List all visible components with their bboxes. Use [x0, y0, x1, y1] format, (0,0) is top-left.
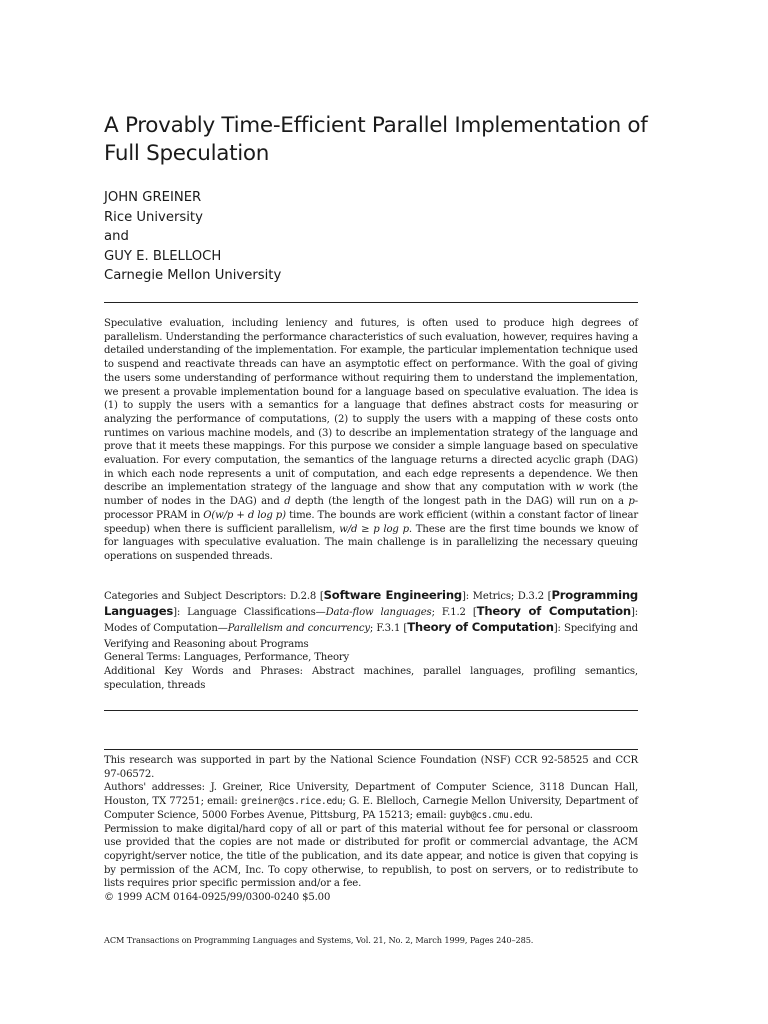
category-heading: Programming Languages — [104, 588, 638, 619]
address-text: . — [529, 809, 533, 821]
author-block — [104, 188, 604, 286]
author-addresses — [104, 781, 638, 822]
category-heading: Software Engineering — [323, 588, 462, 602]
category-text: Categories and Subject Descriptors: D.2.8 [ — [104, 591, 324, 602]
title-line-2: Full Speculation — [104, 141, 270, 166]
categories — [104, 588, 638, 652]
category-heading: Theory of Computation — [476, 604, 631, 619]
copyright-note: © 1999 ACM 0164-0925/99/0300-0240 $5.00 — [104, 892, 331, 904]
category-heading: Theory of Computation — [407, 620, 554, 635]
abstract-text: -processor PRAM in — [104, 496, 638, 521]
category-text: ]: Modes of Computation— — [104, 607, 638, 635]
footnote-rule — [104, 749, 638, 750]
header-rule — [104, 302, 638, 303]
email-link[interactable]: greiner@cs.rice.edu — [240, 796, 343, 808]
abstract-bound: O(w/p + d log p) — [203, 509, 286, 521]
abstract-text: . These are the first time bounds we know of for languages with speculative evaluation. The main challenge is in parallelizing the necessary queuing operations on suspended threads. — [104, 523, 638, 562]
author-affiliation: Rice University — [104, 209, 203, 225]
terms-block — [104, 651, 638, 693]
abstract — [104, 317, 638, 564]
author-affiliation: Carnegie Mellon University — [104, 268, 282, 284]
title-line-1: A Provably Time-Efficient Parallel Implementation of — [104, 113, 648, 138]
category-text: ; F.3.1 [ — [369, 623, 408, 635]
abstract-text: Speculative evaluation, including leniency and futures, is often used to produce high degrees of parallelism. Understanding the performance characteristics of such evaluation, however, requires having a detailed understanding of the implementation. For example, the particular implementation technique used to suspend and reactivate threads can have an asymptotic effect on performance. With the goal of giving the users some understanding of performance without requiring them to understand the implementation, we present a provable implementation bound for a language based on speculative evaluation. The idea is (1) to supply the users with a semantics for a language that defines abstract costs for measuring or analyzing the performance of computations, (2) to supply the users with a mapping of these costs onto runtimes on various machine models, and (3) to describe an implementation strategy of the language and prove that it meets these mappings. For this purpose we consider a simple language based on speculative evaluation. For every computation, the semantics of the language returns a directed acyclic graph (DAG) in which each node represents a unit of computation, and each edge represents a dependence. We then describe an implementation strategy of the language and show that any computation with — [104, 318, 638, 494]
author-conjunction: and — [104, 229, 129, 245]
category-text: ]: Language Classifications— — [173, 607, 326, 619]
category-subject: Data-flow languages — [325, 607, 432, 619]
abstract-text: time. The bounds are work efficient (within a constant factor of linear speedup) when there is sufficient parallelism, — [104, 509, 639, 535]
abstract-condition: w/d ≥ p log p — [339, 523, 409, 535]
address-text: Authors' addresses: J. Greiner, Rice University, Department of Computer Science, 3118 Duncan Hall, Houston, TX 77251; email: — [104, 782, 638, 808]
abstract-var-d: d — [284, 496, 291, 508]
keywords: Additional Key Words and Phrases: Abstract machines, parallel languages, profiling semantics, speculation, threads — [104, 666, 638, 691]
abstract-text: work (the number of nodes in the DAG) and — [104, 482, 638, 508]
category-text: ]: Specifying and Verifying and Reasoning about Programs — [104, 623, 638, 650]
funding-note: This research was supported in part by the National Science Foundation (NSF) CCR 92-58525 and CCR 97-06572. — [104, 755, 638, 780]
footnote — [104, 754, 638, 905]
category-subject: Parallelism and concurrency — [227, 623, 370, 635]
general-terms: General Terms: Languages, Performance, Theory — [104, 652, 350, 663]
journal-citation: ACM Transactions on Programming Languages and Systems, Vol. 21, No. 2, March 1999, Pages 240–285. — [104, 935, 534, 945]
address-text: ; G. E. Blelloch, Carnegie Mellon University, Department of Computer Science, 5000 Forbes Avenue, Pittsburg, PA 15213; email: — [104, 796, 638, 821]
category-text: ]: Metrics; D.3.2 [ — [461, 591, 552, 602]
abstract-var-p: p — [628, 496, 635, 508]
email-link[interactable]: guyb@cs.cmu.edu — [449, 809, 530, 821]
abstract-text: depth (the length of the longest path in the DAG) will run on a — [295, 496, 624, 508]
author-name: GUY E. BLELLOCH — [104, 248, 222, 264]
author-name: JOHN GREINER — [104, 190, 202, 205]
paper-title — [104, 112, 664, 168]
abstract-rule — [104, 710, 638, 711]
abstract-var-w: w — [575, 482, 584, 494]
permission-note: Permission to make digital/hard copy of all or part of this material without fee for personal or classroom use provided that the copies are not made or distributed for profit or commercial advantage, the ACM copyright/server notice, the title of the publication, and its date appear, and notice is given that copying is by permission of the ACM, Inc. To copy otherwise, to republish, to post on servers, or to redistribute to lists requires prior specific permission and/or a fee. — [104, 823, 638, 890]
category-text: ; F.1.2 [ — [431, 607, 477, 619]
